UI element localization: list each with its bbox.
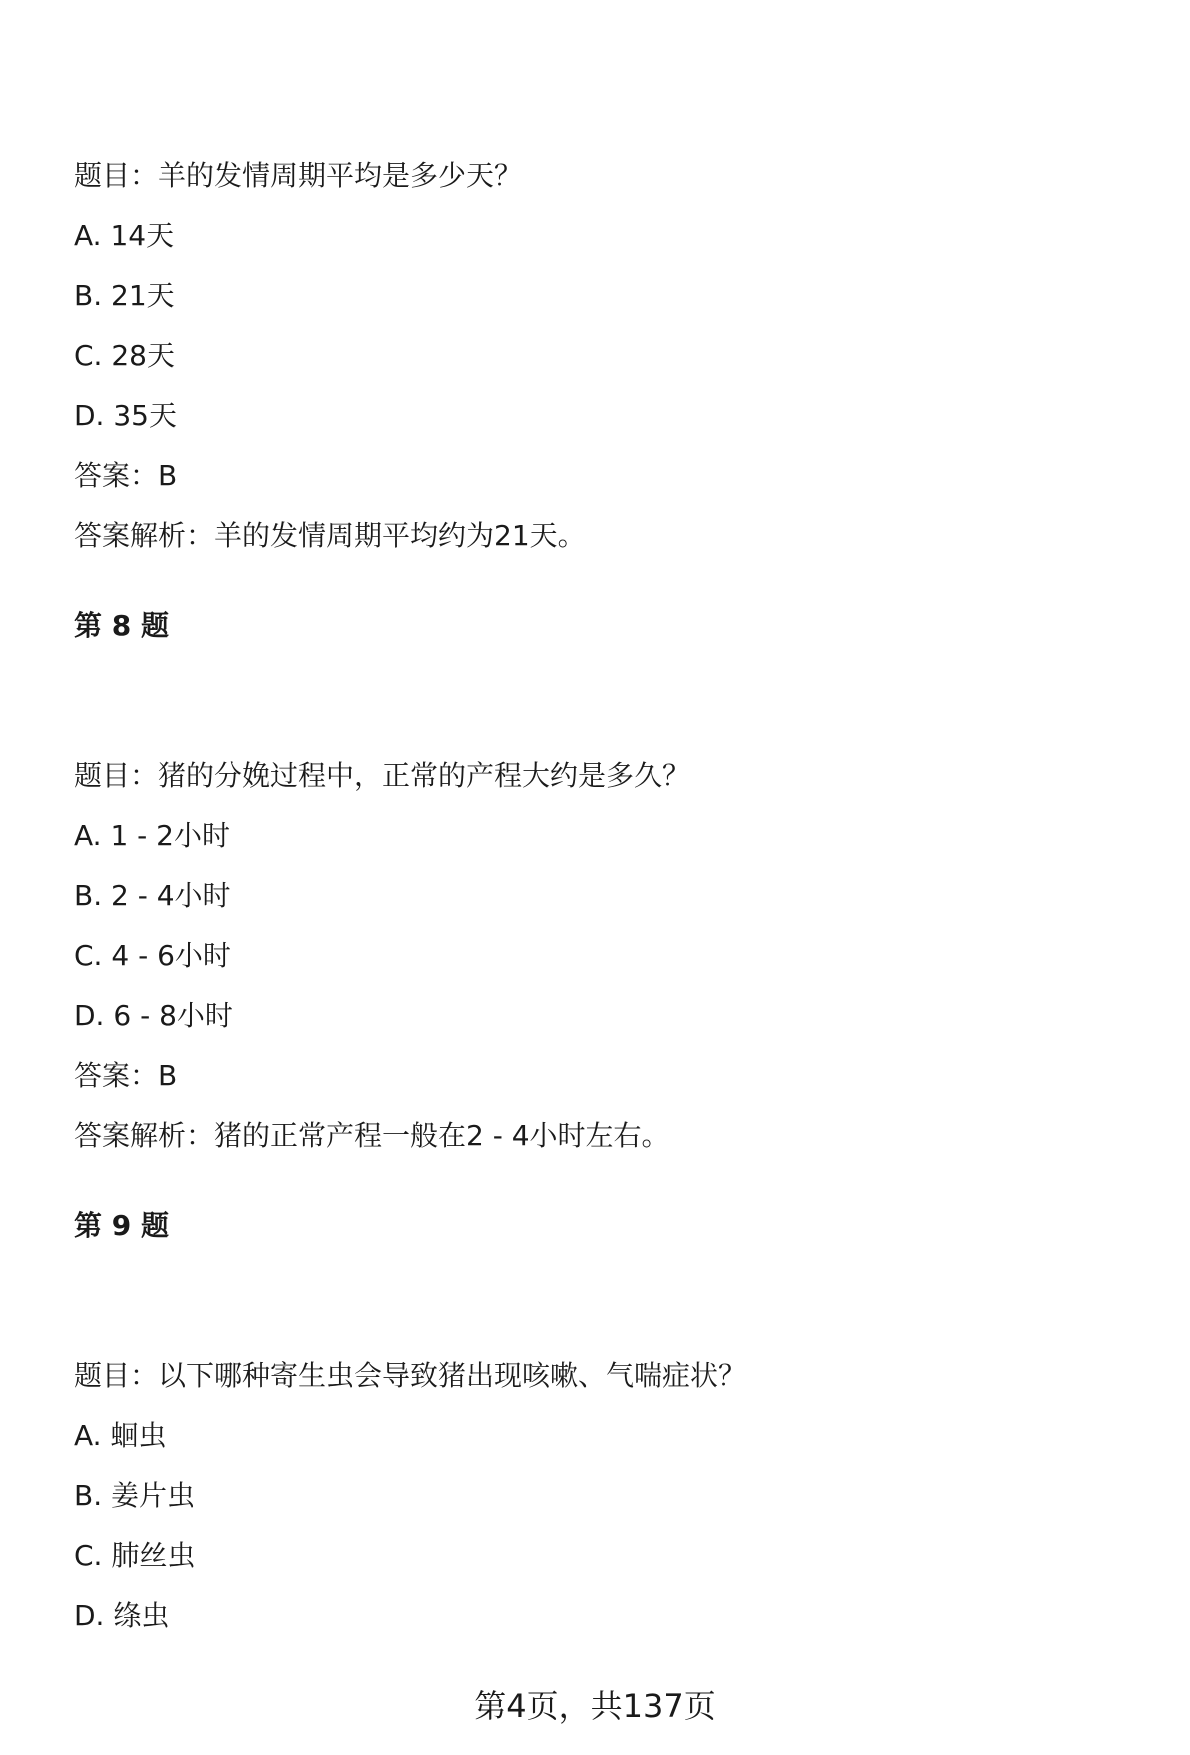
q8-heading: 第 8 题 xyxy=(74,609,169,642)
q8-option-c: C. 4 - 6小时 xyxy=(74,939,231,972)
q8-explanation: 答案解析：猪的正常产程一般在2 - 4小时左右。 xyxy=(74,1119,670,1152)
q8-option-d: D. 6 - 8小时 xyxy=(74,999,233,1032)
q7-explanation: 答案解析：羊的发情周期平均约为21天。 xyxy=(74,519,586,552)
q7-option-a: A. 14天 xyxy=(74,219,175,252)
q8-question: 题目：猪的分娩过程中，正常的产程大约是多久？ xyxy=(74,759,691,792)
page-number: 第4页，共137页 xyxy=(474,1687,716,1725)
q8-answer: 答案：B xyxy=(74,1059,178,1092)
q8-option-a: A. 1 - 2小时 xyxy=(74,819,230,852)
q7-option-d: D. 35天 xyxy=(74,399,177,432)
q9-option-b: B. 姜片虫 xyxy=(74,1479,196,1512)
q7-question: 题目：羊的发情周期平均是多少天？ xyxy=(74,159,523,192)
q7-option-b: B. 21天 xyxy=(74,279,175,312)
q9-option-a: A. 蛔虫 xyxy=(74,1419,167,1452)
q9-option-c: C. 肺丝虫 xyxy=(74,1539,196,1572)
q9-option-d: D. 绦虫 xyxy=(74,1599,170,1632)
q9-question: 题目：以下哪种寄生虫会导致猪出现咳嗽、气喘症状？ xyxy=(74,1359,747,1392)
q8-option-b: B. 2 - 4小时 xyxy=(74,879,231,912)
q7-option-c: C. 28天 xyxy=(74,339,175,372)
q9-heading: 第 9 题 xyxy=(74,1209,169,1242)
q7-answer: 答案：B xyxy=(74,459,178,492)
